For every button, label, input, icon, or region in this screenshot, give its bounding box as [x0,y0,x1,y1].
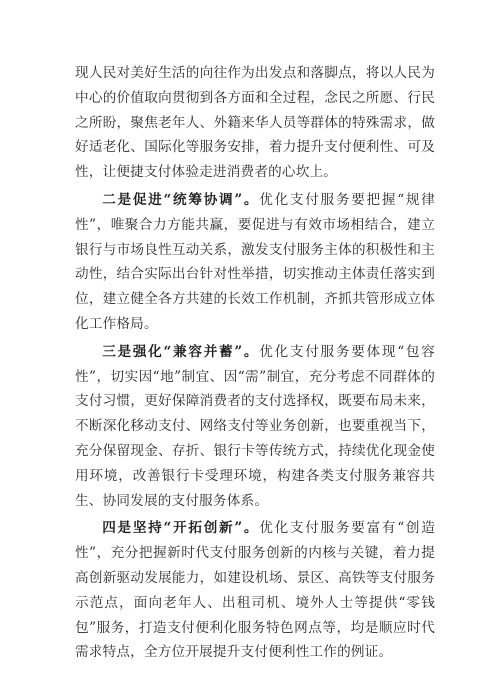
paragraph-4-text: 优化支付服务要富有“创造性”，充分把握新时代支付服务创新的内核与关键，着力提高创新驱动发展能力，如建设机场、景区、高铁等支付服务示范点，面向老年人、出租司机、境外人士等提供“零钱包”服务，打造支付便利化服务特色网点等，均是顺应时代需求特点，全方位开展提升支付便利性工作的例证。 [75,520,435,661]
document-body [75,61,435,665]
paragraph-1-text: 现人民对美好生活的向往作为出发点和落脚点，将以人民为中心的价值取向贯彻到各方面和全过程，念民之所愿、行民之所盼，聚焦老年人、外籍来华人员等群体的特殊需求，做好适老化、国际化等服务安排，着力提升支付便利性、可及性，让便捷支付体验走进消费者的心坎上。 [75,65,435,181]
paragraph-3-text: 优化支付服务要体现“包容性”，切实因“地”制宜、因“需”制宜，充分考虑不同群体的支付习惯，更好保障消费者的支付选择权，既要布局未来，不断深化移动支付、网络支付等业务创新，也要重视当下，充分保留现金、存折、银行卡等传统方式，持续优化现金使用环境，改善银行卡受理环境，构建各类支付服务兼容共生、协同发展的支付服务体系。 [75,343,435,509]
paragraph-2-heading: 二是促进“统筹协调”。 [102,191,260,208]
paragraph-3 [75,340,435,514]
paragraph-3-heading: 三是强化“兼容并蓄”。 [102,343,260,360]
paragraph-1 [75,61,435,185]
paragraph-2 [75,188,435,337]
paragraph-4-heading: 四是坚持“开拓创新”。 [102,520,260,537]
paragraph-4 [75,516,435,665]
paragraph-2-text: 优化支付服务要把握“规律性”，唯聚合力方能共赢，要促进与有效市场相结合，建立银行与市场良性互动关系，激发支付服务主体的积极性和主动性，结合实际出台针对性举措，切实推动主体责任落实到位，建立健全各方共建的长效工作机制，齐抓共管形成立体化工作格局。 [75,191,435,332]
